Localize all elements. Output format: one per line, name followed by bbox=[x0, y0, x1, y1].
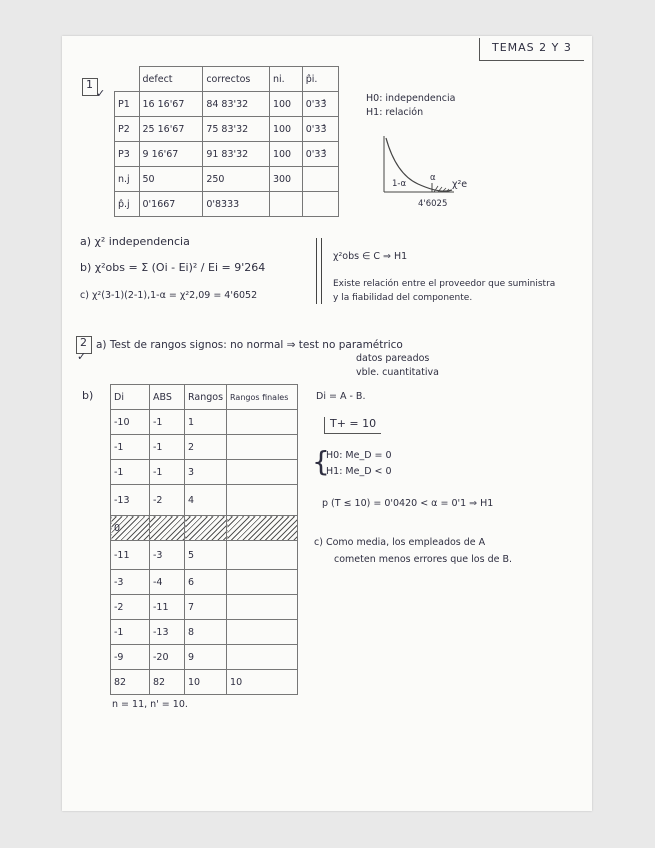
table-cell: -1 bbox=[111, 620, 150, 645]
table-cell: p̂.j bbox=[115, 192, 140, 217]
table-row bbox=[111, 460, 298, 485]
table-row bbox=[111, 645, 298, 670]
ex1-part-c: c) χ²(3-1)(2-1),1-α = χ²2,09 = 4'6052 bbox=[80, 290, 258, 301]
table-cell: 91 83'32 bbox=[203, 142, 270, 167]
table-cell bbox=[227, 435, 298, 460]
ex2-part-c-1: c) Como media, los empleados de A bbox=[314, 537, 486, 548]
hypothesis-h0: H0: independencia bbox=[366, 93, 456, 104]
contingency-table bbox=[114, 66, 339, 217]
table-cell: 0'33̂ bbox=[302, 92, 338, 117]
table-cell: 0'1667 bbox=[139, 192, 203, 217]
table-header-row bbox=[115, 67, 339, 92]
page-title: TEMAS 2 Y 3 bbox=[492, 41, 572, 54]
table-cell: 10 bbox=[185, 670, 227, 695]
table-cell bbox=[227, 570, 298, 595]
table-row bbox=[115, 142, 339, 167]
ranks-table bbox=[110, 384, 298, 695]
table-header-cell: defect bbox=[139, 67, 203, 92]
one-minus-alpha-label: 1-α bbox=[392, 179, 407, 189]
table-row bbox=[111, 620, 298, 645]
table-cell: 50 bbox=[139, 167, 203, 192]
ex2-part-a-note-2: vble. cuantitativa bbox=[356, 367, 439, 378]
p-value: p (T ≤ 10) = 0'0420 < α = 0'1 ⇒ H1 bbox=[322, 498, 494, 509]
table-cell: -3 bbox=[150, 541, 185, 570]
table-cell: -1 bbox=[150, 435, 185, 460]
ex2-part-a: a) Test de rangos signos: no normal ⇒ test no paramétrico bbox=[96, 339, 403, 351]
table-header-cell: Rangos finales bbox=[227, 385, 298, 410]
table-cell: -13 bbox=[111, 485, 150, 516]
alpha-label: α bbox=[430, 173, 436, 183]
table-cell: -1 bbox=[150, 460, 185, 485]
ex1-conclusion-3: y la fiabilidad del componente. bbox=[333, 293, 473, 303]
table-row bbox=[111, 670, 298, 695]
ex1-part-a: a) χ² independencia bbox=[80, 235, 190, 248]
table-cell: P2 bbox=[115, 117, 140, 142]
table-cell: -13 bbox=[150, 620, 185, 645]
table-header-row bbox=[111, 385, 298, 410]
ex1-conclusion-1: χ²obs ∈ C ⇒ H1 bbox=[333, 251, 408, 262]
table-cell bbox=[227, 645, 298, 670]
table-cell: -2 bbox=[150, 485, 185, 516]
table-header-cell: Di bbox=[111, 385, 150, 410]
chi-critical-label: χ²e bbox=[452, 179, 468, 190]
table-cell bbox=[227, 541, 298, 570]
table-cell: 0 bbox=[111, 516, 150, 541]
table-cell: 7 bbox=[185, 595, 227, 620]
table-cell: 1 bbox=[185, 410, 227, 435]
table-cell: 9 bbox=[185, 645, 227, 670]
table-cell: 8 bbox=[185, 620, 227, 645]
double-bar bbox=[321, 238, 322, 304]
table-cell: 6 bbox=[185, 570, 227, 595]
table-row bbox=[111, 570, 298, 595]
table-cell: P1 bbox=[115, 92, 140, 117]
table-row-hatched bbox=[111, 516, 298, 541]
table-cell: 0'33̂ bbox=[302, 142, 338, 167]
exercise-1-number: 1 bbox=[86, 78, 93, 91]
table-cell: -1 bbox=[111, 460, 150, 485]
table-cell bbox=[150, 516, 185, 541]
table-cell: 16 16'67 bbox=[139, 92, 203, 117]
table-cell: 300 bbox=[269, 167, 302, 192]
table-cell: 25 16'67 bbox=[139, 117, 203, 142]
exercise-2-number: 2 bbox=[80, 336, 87, 349]
table-cell: 5 bbox=[185, 541, 227, 570]
table-cell: 0'33̂ bbox=[302, 117, 338, 142]
di-definition: Di = A - B. bbox=[316, 391, 366, 402]
critical-value: 4'6025 bbox=[418, 199, 448, 209]
table-cell: 100 bbox=[269, 117, 302, 142]
table-cell: 100 bbox=[269, 92, 302, 117]
table-cell bbox=[227, 516, 298, 541]
table-cell: P3 bbox=[115, 142, 140, 167]
table-cell: -3 bbox=[111, 570, 150, 595]
table-cell: 84 83'32 bbox=[203, 92, 270, 117]
table-cell bbox=[185, 516, 227, 541]
table-cell bbox=[302, 192, 338, 217]
ex2-part-a-note-1: datos pareados bbox=[356, 353, 430, 364]
table-header-cell: ni. bbox=[269, 67, 302, 92]
table-header-cell bbox=[115, 67, 140, 92]
table-cell: -9 bbox=[111, 645, 150, 670]
table-row bbox=[115, 192, 339, 217]
ex2-part-b-label: b) bbox=[82, 389, 94, 402]
table-cell bbox=[269, 192, 302, 217]
table-cell: 4 bbox=[185, 485, 227, 516]
check-mark: ✓ bbox=[96, 87, 106, 100]
table-cell bbox=[227, 620, 298, 645]
hypothesis-h1: H1: Me_D < 0 bbox=[326, 466, 392, 477]
table-row bbox=[111, 595, 298, 620]
table-cell: 250 bbox=[203, 167, 270, 192]
table-row bbox=[111, 541, 298, 570]
table-cell: -11 bbox=[150, 595, 185, 620]
table-row bbox=[115, 92, 339, 117]
table-cell: -10 bbox=[111, 410, 150, 435]
table-header-cell: p̂i. bbox=[302, 67, 338, 92]
table-cell bbox=[227, 595, 298, 620]
table-cell: -11 bbox=[111, 541, 150, 570]
table-cell: 100 bbox=[269, 142, 302, 167]
table-cell: -20 bbox=[150, 645, 185, 670]
brace-icon: { bbox=[312, 445, 330, 478]
check-mark: ✓ bbox=[77, 350, 87, 363]
table-cell bbox=[227, 485, 298, 516]
table-cell bbox=[302, 167, 338, 192]
table-row bbox=[111, 435, 298, 460]
ex2-part-c-2: cometen menos errores que los de B. bbox=[334, 554, 513, 565]
table-row bbox=[111, 410, 298, 435]
table-cell: 0'8333 bbox=[203, 192, 270, 217]
table-cell: -1 bbox=[150, 410, 185, 435]
table-cell: n.j bbox=[115, 167, 140, 192]
table-cell: -2 bbox=[111, 595, 150, 620]
table-cell: 2 bbox=[185, 435, 227, 460]
table-header-cell: Rangos bbox=[185, 385, 227, 410]
double-bar bbox=[316, 238, 317, 304]
table-cell bbox=[227, 460, 298, 485]
table-row bbox=[111, 485, 298, 516]
sample-size: n = 11, n' = 10. bbox=[112, 699, 188, 710]
t-plus-value: T+ = 10 bbox=[330, 417, 377, 430]
table-header-cell: ABS bbox=[150, 385, 185, 410]
table-row bbox=[115, 117, 339, 142]
hypothesis-h0: H0: Me_D = 0 bbox=[326, 450, 392, 461]
table-cell: 82 bbox=[111, 670, 150, 695]
table-cell: 10 bbox=[227, 670, 298, 695]
table-cell: -1 bbox=[111, 435, 150, 460]
table-cell: 3 bbox=[185, 460, 227, 485]
table-cell: 75 83'32 bbox=[203, 117, 270, 142]
ex1-conclusion-2: Existe relación entre el proveedor que suministra bbox=[333, 279, 556, 289]
table-row bbox=[115, 167, 339, 192]
table-cell: 9 16'67 bbox=[139, 142, 203, 167]
ex1-part-b: b) χ²obs = Σ (Oi - Ei)² / Ei = 9'264 bbox=[80, 261, 266, 274]
table-cell: 82 bbox=[150, 670, 185, 695]
hypothesis-h1: H1: relación bbox=[366, 107, 424, 118]
table-cell: -4 bbox=[150, 570, 185, 595]
table-cell bbox=[227, 410, 298, 435]
table-header-cell: correctos bbox=[203, 67, 270, 92]
